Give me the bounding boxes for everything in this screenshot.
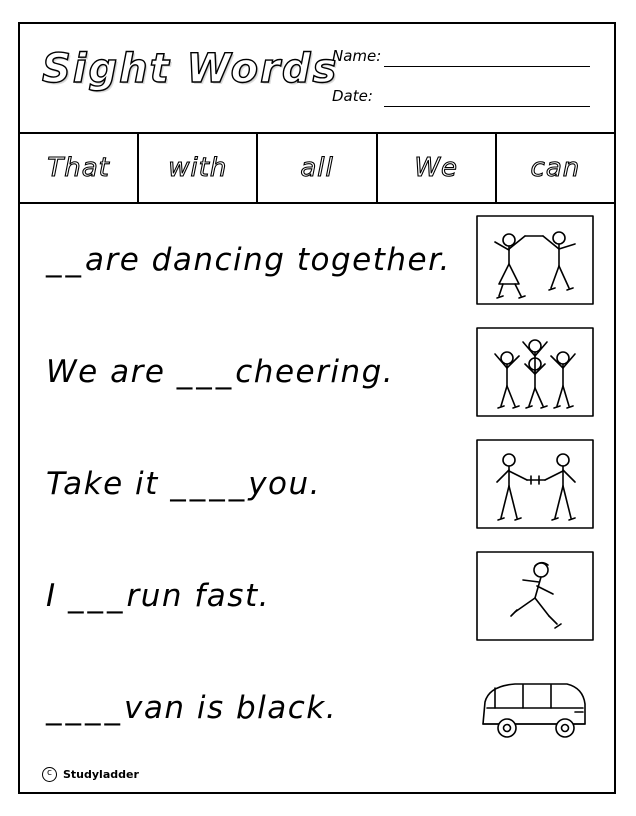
two-people-dancing-illustration: [470, 210, 600, 310]
word-bank-cell[interactable]: [20, 134, 139, 202]
copyright-icon: c: [42, 767, 57, 782]
page-title: Sight Words: [42, 46, 339, 92]
name-label: Name:: [332, 47, 382, 65]
word-bank-word: all: [300, 153, 334, 183]
sentence-row: [20, 428, 614, 540]
sentence-blank[interactable]: ___: [68, 578, 127, 614]
word-bank-cell[interactable]: [258, 134, 377, 202]
word-bank-cell[interactable]: [378, 134, 497, 202]
sentence-list: [20, 204, 614, 764]
sentence-text-after: are dancing together.: [85, 242, 451, 278]
sentence-text-after: cheering.: [235, 354, 395, 390]
brand-name: Studyladder: [63, 768, 139, 781]
word-bank-word: We: [414, 153, 459, 183]
worksheet-page: [18, 22, 616, 794]
sentence-blank[interactable]: ____: [170, 466, 249, 502]
word-bank-cell[interactable]: [497, 134, 614, 202]
sentence-row: [20, 204, 614, 316]
date-field-row: [332, 86, 590, 107]
sentence-text-before: Take it: [46, 466, 171, 502]
word-bank-word: That: [47, 153, 110, 183]
sentence-text-after: run fast.: [126, 578, 270, 614]
group-cheering-illustration: [470, 322, 600, 422]
sentence-text-before: We are: [46, 354, 177, 390]
sentence-blank[interactable]: ____: [46, 690, 124, 726]
word-bank-word: with: [168, 153, 228, 183]
worksheet-header: [20, 24, 614, 134]
word-bank: [20, 134, 614, 204]
sentence-text-after: you.: [248, 466, 322, 502]
sentence-blank[interactable]: __: [46, 242, 85, 278]
name-field-row: [332, 46, 590, 67]
van-illustration: [470, 658, 600, 758]
name-input-line[interactable]: [384, 46, 590, 67]
word-bank-word: can: [530, 153, 581, 183]
sentence-row: [20, 316, 614, 428]
two-people-handing-object-illustration: [470, 434, 600, 534]
sentence-text: [20, 466, 470, 502]
sentence-row: [20, 540, 614, 652]
sentence-text-before: I: [46, 578, 68, 614]
sentence-row: [20, 652, 614, 764]
sentence-blank[interactable]: ___: [176, 354, 236, 390]
sentence-text: [20, 690, 470, 726]
date-label: Date:: [332, 87, 373, 105]
date-input-line[interactable]: [384, 86, 590, 107]
sentence-text: [20, 354, 470, 390]
running-person-illustration: [470, 546, 600, 646]
sentence-text: [20, 242, 470, 278]
sentence-text: [20, 578, 470, 614]
word-bank-cell[interactable]: [139, 134, 258, 202]
sentence-text-after: van is black.: [124, 690, 338, 726]
footer-brand: [42, 767, 139, 782]
